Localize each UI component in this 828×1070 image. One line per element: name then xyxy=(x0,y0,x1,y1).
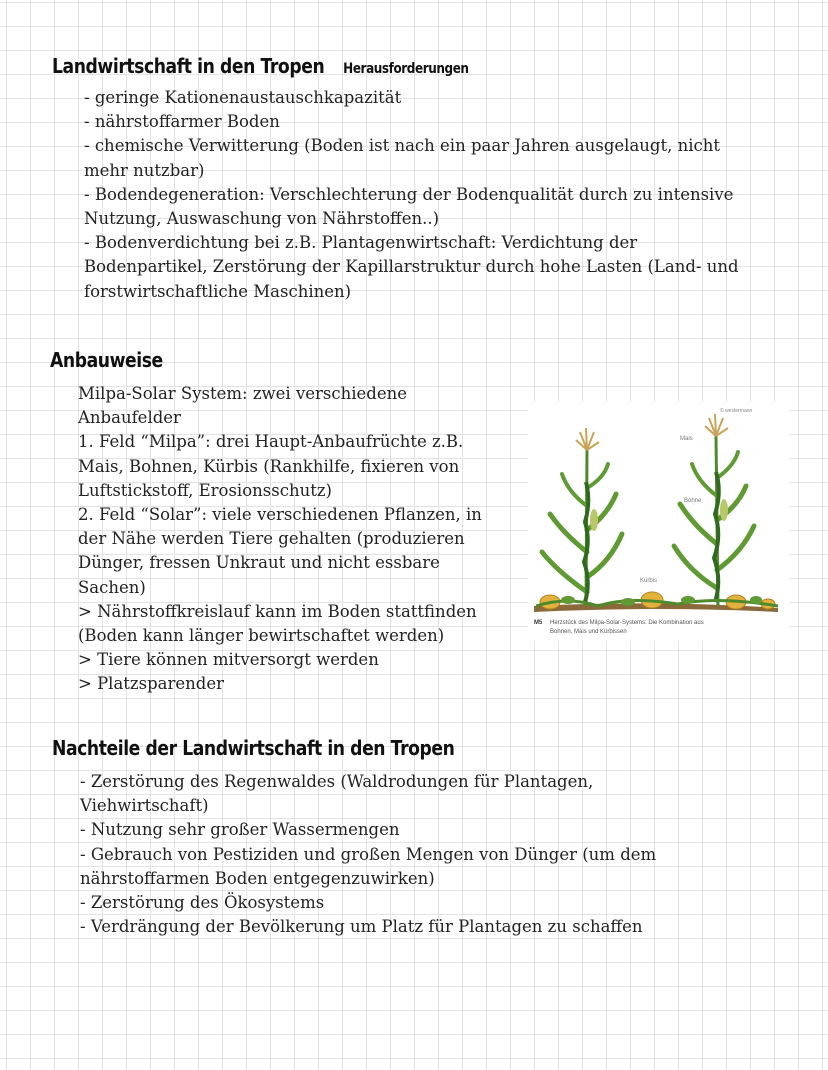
text-line: Bodenpartikel, Zerstörung der Kapillarstruktur durch hohe Lasten (Land- und xyxy=(84,257,739,277)
section3-heading xyxy=(52,736,454,760)
text-line: - Zerstörung des Ökosystems xyxy=(80,893,325,913)
text-line: > Nährstoffkreislauf kann im Boden stattfinden xyxy=(78,601,477,621)
text-line: - Nutzung sehr großer Wassermengen xyxy=(80,820,400,840)
publisher-credit: © westermann xyxy=(720,408,753,414)
label-kuerbis: Kürbis xyxy=(640,578,658,584)
text-line: - nährstoffarmer Boden xyxy=(84,112,280,132)
label-mais: Mais xyxy=(680,436,693,442)
text-line: - Bodenverdichtung bei z.B. Plantagenwirtschaft: Verdichtung der xyxy=(84,233,638,253)
section3-title: Nachteile der Landwirtschaft in den Tropen xyxy=(52,736,455,760)
section2-title: Anbauweise xyxy=(50,348,163,372)
text-line: forstwirtschaftliche Maschinen) xyxy=(84,281,352,301)
corn-plant-left xyxy=(542,428,622,606)
corn-plant-right xyxy=(674,414,754,606)
text-line: > Platzsparender xyxy=(78,674,224,694)
text-line: 1. Feld “Milpa”: drei Haupt-Anbaufrüchte z.B. xyxy=(78,432,464,452)
section1-title: Landwirtschaft in den Tropen xyxy=(52,54,325,78)
text-line: (Boden kann länger bewirtschaftet werden) xyxy=(78,626,445,646)
text-line: Sachen) xyxy=(78,577,146,597)
milpa-figure xyxy=(528,402,790,642)
section1-heading xyxy=(52,54,469,78)
text-line: Viehwirtschaft) xyxy=(80,796,209,816)
caption-line-2: Bohnen, Mais und Kürbissen xyxy=(550,629,627,635)
caption-line-1: Herzstück des Milpa-Solar-Systems: Die Kombination aus xyxy=(550,620,704,626)
section2-heading xyxy=(50,348,163,372)
section1-text xyxy=(84,86,739,304)
text-line: Luftstickstoff, Erosionsschutz) xyxy=(78,480,332,500)
text-line: 2. Feld “Solar”: viele verschiedenen Pflanzen, in xyxy=(78,505,482,525)
text-line: - chemische Verwitterung (Boden ist nach ein paar Jahren ausgelaugt, nicht xyxy=(84,136,721,156)
text-line: - Zerstörung des Regenwaldes (Waldrodungen für Plantagen, xyxy=(80,772,594,791)
text-line: Dünger, fressen Unkraut und nicht essbare xyxy=(78,553,440,573)
text-line: Nutzung, Auswaschung von Nährstoffen..) xyxy=(84,209,440,229)
text-line: Mais, Bohnen, Kürbis (Rankhilfe, fixieren von xyxy=(78,456,460,476)
text-line: - Gebrauch von Pestiziden und großen Mengen von Dünger (um dem xyxy=(80,844,657,864)
text-line: der Nähe werden Tiere gehalten (produzieren xyxy=(78,529,465,549)
text-line: > Tiere können mitversorgt werden xyxy=(78,650,379,670)
text-line: mehr nutzbar) xyxy=(84,160,205,180)
text-line: - Verdrängung der Bevölkerung um Platz für Plantagen zu schaffen xyxy=(80,917,643,937)
text-line: - geringe Kationenaustauschkapazität xyxy=(84,88,402,107)
section1-subtitle: Herausforderungen xyxy=(343,61,469,77)
text-line: - Bodendegeneration: Verschlechterung der Bodenqualität durch zu intensive xyxy=(84,184,734,204)
text-line: nährstoffarmen Boden entgegenzuwirken) xyxy=(80,868,435,888)
text-line: Milpa-Solar System: zwei verschiedene xyxy=(78,384,408,403)
label-bohne: Bohne xyxy=(684,498,702,504)
section3-text xyxy=(80,770,656,939)
text-line: Anbaufelder xyxy=(78,408,181,428)
milpa-illustration xyxy=(528,402,790,642)
caption-number: M5 xyxy=(534,620,543,626)
section2-text xyxy=(78,382,482,697)
